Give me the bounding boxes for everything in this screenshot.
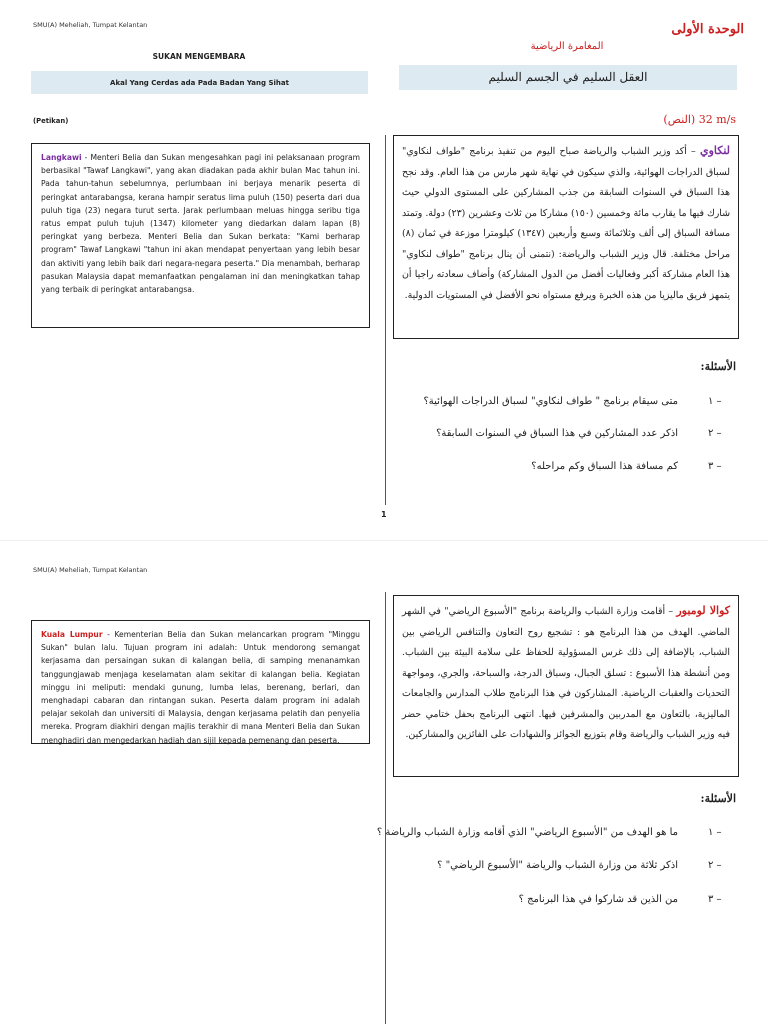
ms-passage-box — [31, 143, 370, 328]
column-divider-2 — [385, 592, 386, 1024]
unit-label: الوحدة الأولى — [671, 22, 744, 37]
ar-passage-box — [393, 135, 739, 339]
ms-place: Langkawi — [41, 153, 82, 162]
ar-subtitle-band — [399, 65, 737, 90]
ms-passage — [32, 621, 369, 747]
ar-place: كوالا لومبور — [676, 604, 730, 617]
question-text: متى سيقام برنامج " طواف لنكاوي" لسباق الدراجات الهوائية؟ — [423, 396, 678, 407]
ar-subtitle: العقل السليم في الجسم السليم — [488, 70, 648, 84]
ms-title: SUKAN MENGEMBARA — [152, 52, 246, 61]
ar-body: – أكد وزير الشباب والرياضة صباح اليوم من تنفيذ برنامج "طواف لنكاوي" لسباق الدراجات الهوائية، والذي سيكون في نهاية شهر مارس من هذا العام. وقد نجح هذا السباق في السنوات السابقة من جذب المشاركين على المستوى الدولي حيث شارك فيها ما يقارب مائة وخمسين (١٥٠) مشاركا من ثلاث وعشرين (٢٣) دولة. وتمتد مسافة السباق إلى ألف وثلاثمائة وسبع وأربعين (١٣٤٧) كيلومترا موزعة في ثمان (٨) مراحل مختلفة. قال وزير الشباب والرياضة: (نتمنى أن ينال برنامج "طواف لنكاوي" هذا العام مشاركة أكبر وفعاليات أفضل من الدول المشاركة) وأضاف سعادته راجيا أن يتمهز فريق ماليزيا من هذه الخبرة ويرفع مستواه نحو الأفضل في المستويات الدولية. — [402, 146, 730, 301]
ms-subtitle-band — [31, 71, 368, 94]
ms-body: - Menteri Belia dan Sukan mengesahkan pagi ini pelaksanaan program berbasikal "Tawaf Langkawi", yang akan diadakan pada akhir bulan Mac tahun ini. Pada tahun-tahun sebelumnya, perlumbaan ini berjaya menarik peserta di peringkat antarabangsa, kerana hampir seratus lima puluh (150) peserta dari dua puluh tiga (23) negara turut serta. Jarak perlumbaan meluas hingga seribu tiga ratus empat puluh tujuh (1347) kilometer yang diedarkan dalam lapan (8) peringkat yang berbeza. Menteri Belia dan Sukan berkata: "Kami berharap program" Tawaf Langkawi "tahun ini akan mendapat penyertaan yang lebih besar dan aktiviti yang lebih baik dari negara-negara peserta." Dia menambah, berharap pasukan Malaysia dapat memanfaatkan pengalaman ini dan meningkatkan tahap yang terbaik di peringkat antarabangsa. — [41, 153, 360, 295]
nas-label: (النص) 32 m/s — [663, 113, 736, 126]
ms-subtitle: Akal Yang Cerdas ada Pada Badan Yang Sihat — [110, 79, 289, 87]
ms-place: Kuala Lumpur — [41, 630, 103, 639]
ar-place: لنكاوي — [699, 144, 730, 157]
ms-body: - Kementerian Belia dan Sukan melancarkan program "Minggu Sukan" bulan lalu. Tujuan program ini adalah: Untuk mendorong semangat kerjasama dan persaingan sukan di kalangan belia, di samping menanamkan tanggungjawab menjaga keselamatan alam sekitar di kalangan belia. Kegiatan minggu ini meliputi: mendaki gunung, lumba lelas, berenang, berlari, dan menghadapi cabaran dan rintangan sukan. Peserta dalam program ini adalah pelajar sekolah dan universiti di Malaysia, dengan kerjasama pelatih dan penyelia mereka. Program diakhiri dengan majlis terakhir di mana Menteri Belia dan Sukan menghadiri dan mengedarkan hadiah dan sijil kepada pemenang dan peserta. — [41, 630, 360, 745]
column-divider-1 — [385, 135, 386, 505]
question-text: اذكر ثلاثة من وزارة الشباب والرياضة "الأسبوع الرياضي" ؟ — [437, 860, 678, 871]
question-number: ٣ – — [708, 461, 722, 472]
question-number: ٣ – — [708, 894, 722, 905]
question-text: كم مسافة هذا السباق وكم مراحله؟ — [531, 461, 678, 472]
question-number: ٢ – — [708, 428, 722, 439]
petikan-label: (Petikan) — [33, 117, 69, 125]
ms-passage-box — [31, 620, 370, 744]
ar-body: – أقامت وزارة الشباب والرياضة برنامج "الأسبوع الرياضي" في الشهر الماضي. الهدف من هذا البرنامج هو : تشجيع روح التعاون والتنافس الرياضي بين الشباب، بالإضافة إلى ذلك غرس المسؤولية للحفاظ على سلامة البيئة بين الشباب. ومن أنشطة هذا الأسبوع : تسلق الجبال، وسباق الدرجة، والسباحة، والجري، ومواجهة التحديات والعقبات الرياضية. المشاركون في هذا البرنامج طلاب المدارس والجامعات الماليزية، بالتعاون مع المدربين والمشرفين فيها. انتهى البرنامج بحفل ختامي حضر فيه وزير الشباب والرياضة وقام بتوزيع الجوائز والشهادات على الفائزين والمشاركين. — [402, 606, 730, 740]
ar-passage-box — [393, 595, 739, 777]
questions-heading: الأسئلة: — [700, 792, 736, 805]
ms-passage — [32, 144, 369, 296]
question-number: ١ – — [708, 827, 722, 838]
page-separator — [0, 540, 768, 541]
question-text: من الذين قد شاركوا في هذا البرنامج ؟ — [518, 894, 678, 905]
school-header: SMU(A) Meheliah, Tumpat Kelantan — [33, 566, 148, 574]
question-number: ١ – — [708, 396, 722, 407]
school-header: SMU(A) Meheliah, Tumpat Kelantan — [33, 21, 148, 29]
question-text: ما هو الهدف من "الأسبوع الرياضي" الذي أقامه وزارة الشباب والرياضة ؟ — [376, 827, 678, 838]
page-number: 1 — [381, 510, 387, 519]
ar-title: المغامرة الرياضية — [530, 41, 604, 52]
ar-passage — [394, 136, 738, 306]
question-text: اذكر عدد المشاركين في هذا السباق في السنوات السابقة؟ — [436, 428, 678, 439]
questions-heading: الأسئلة: — [700, 360, 736, 373]
question-number: ٢ – — [708, 860, 722, 871]
ar-passage — [394, 596, 738, 746]
